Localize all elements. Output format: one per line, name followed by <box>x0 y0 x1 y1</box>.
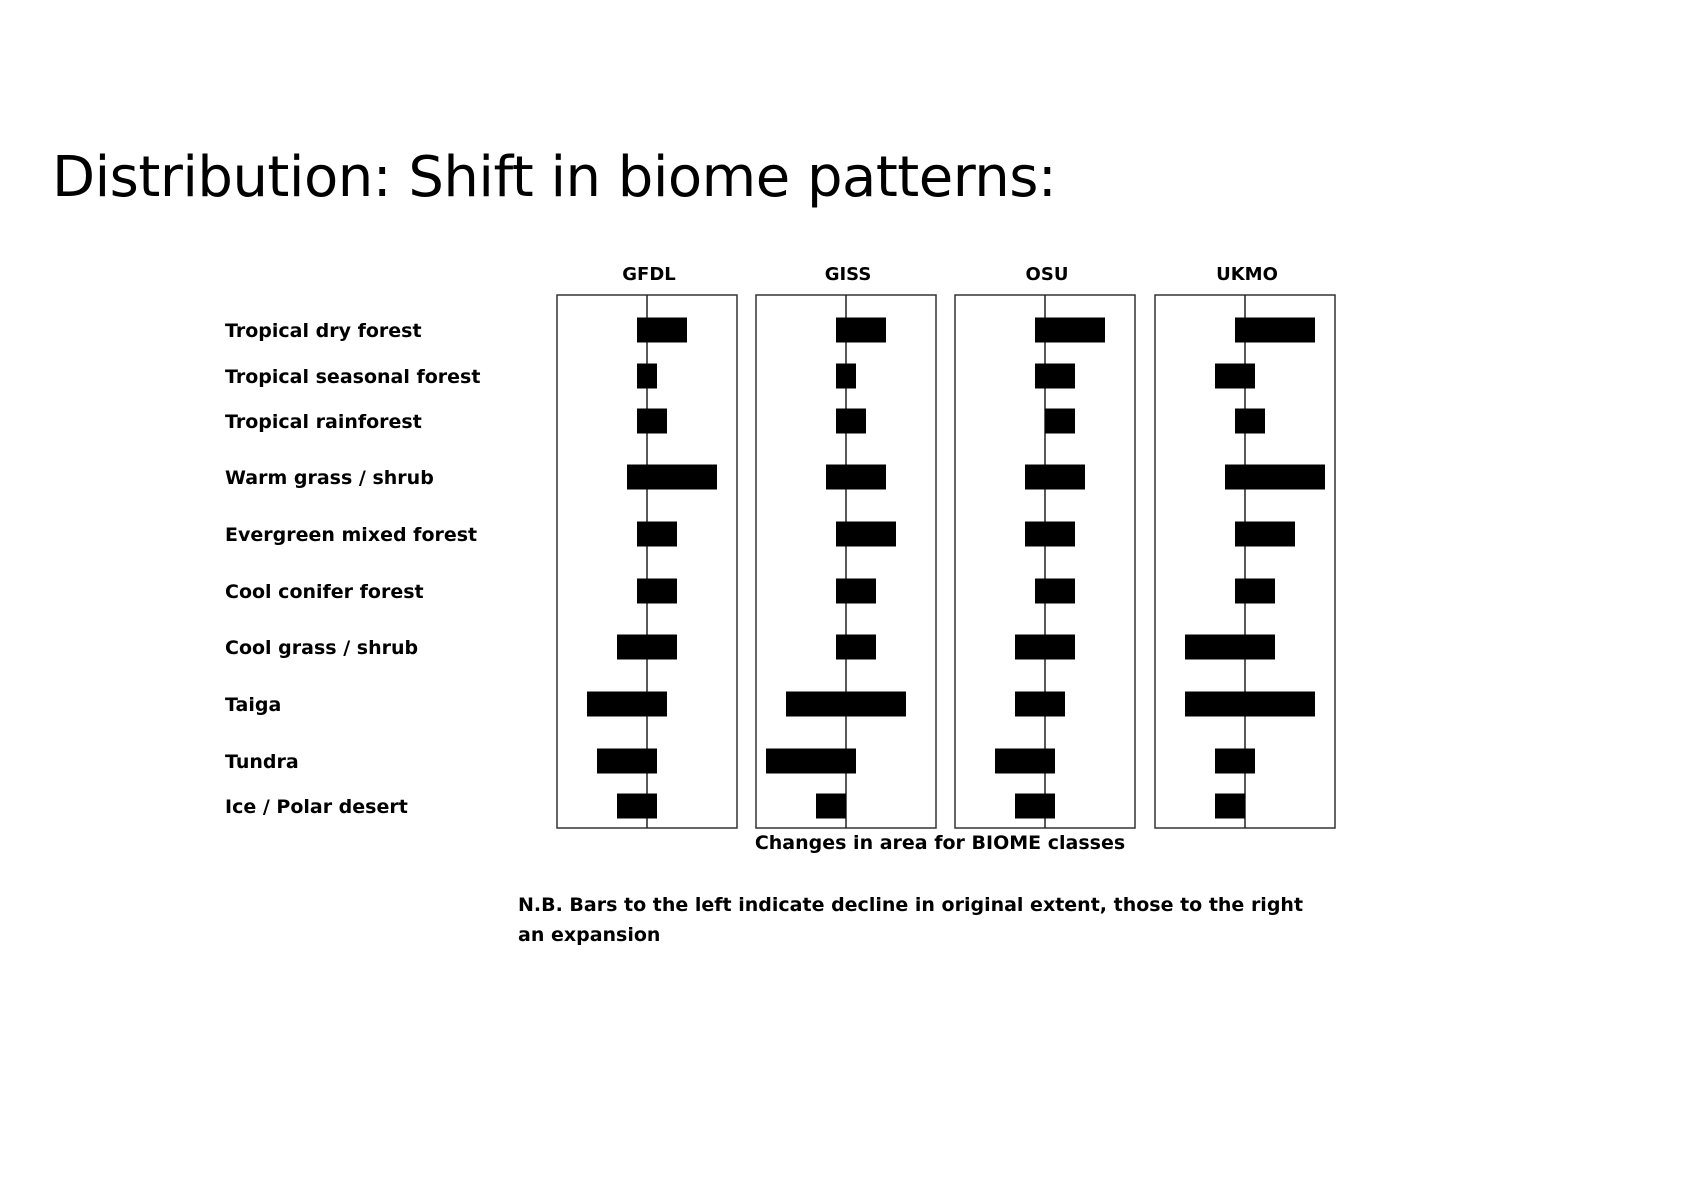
footnote: N.B. Bars to the left indicate decline in original extent, those to the right an expansion <box>518 894 1304 946</box>
bar <box>836 409 866 434</box>
bar <box>617 794 657 819</box>
bar <box>1215 364 1255 389</box>
bar <box>637 579 677 604</box>
bar <box>587 692 667 717</box>
category-labels <box>225 320 480 818</box>
bar <box>836 579 876 604</box>
bar <box>637 364 657 389</box>
bar <box>627 465 717 490</box>
bar <box>1235 522 1295 547</box>
bar <box>826 465 886 490</box>
bar <box>836 635 876 660</box>
bar <box>1185 692 1315 717</box>
bar <box>1225 465 1325 490</box>
bar <box>836 522 896 547</box>
x-axis-label: Changes in area for BIOME classes <box>754 832 1126 854</box>
bar <box>1035 318 1105 343</box>
slide-title: Distribution: Shift in biome patterns: <box>52 145 1057 210</box>
category-label: Tundra <box>225 751 299 773</box>
category-label: Cool conifer forest <box>225 581 424 603</box>
bar <box>1015 794 1055 819</box>
model-panel <box>756 264 936 828</box>
bar <box>1025 522 1075 547</box>
bar <box>1015 635 1075 660</box>
bar <box>1035 579 1075 604</box>
bar <box>1215 749 1255 774</box>
bar <box>1035 364 1075 389</box>
bar <box>786 692 906 717</box>
bar <box>1235 409 1265 434</box>
category-label: Tropical seasonal forest <box>225 366 481 388</box>
category-label: Evergreen mixed forest <box>225 524 478 546</box>
bar <box>637 318 687 343</box>
bar <box>597 749 657 774</box>
bar <box>816 794 846 819</box>
bar <box>995 749 1055 774</box>
bar <box>1235 318 1315 343</box>
model-label: GISS <box>824 264 872 285</box>
category-label: Taiga <box>225 694 282 716</box>
model-label: GFDL <box>622 264 676 285</box>
bar <box>1025 465 1085 490</box>
bar <box>1045 409 1075 434</box>
model-panels <box>557 264 1335 828</box>
bar <box>1015 692 1065 717</box>
category-label: Ice / Polar desert <box>225 796 408 818</box>
model-label: OSU <box>1025 264 1069 285</box>
model-label: UKMO <box>1216 264 1278 285</box>
bar <box>1235 579 1275 604</box>
bar <box>766 749 856 774</box>
bar <box>1185 635 1275 660</box>
category-label: Cool grass / shrub <box>225 637 419 659</box>
bar <box>617 635 677 660</box>
model-panel <box>1155 264 1335 828</box>
category-label: Tropical dry forest <box>225 320 422 342</box>
category-label: Tropical rainforest <box>225 411 422 433</box>
model-panel <box>955 264 1135 828</box>
bar <box>836 364 856 389</box>
bar <box>637 522 677 547</box>
category-label: Warm grass / shrub <box>225 467 434 489</box>
bar <box>1215 794 1245 819</box>
model-panel <box>557 264 737 828</box>
bar <box>637 409 667 434</box>
bar <box>836 318 886 343</box>
